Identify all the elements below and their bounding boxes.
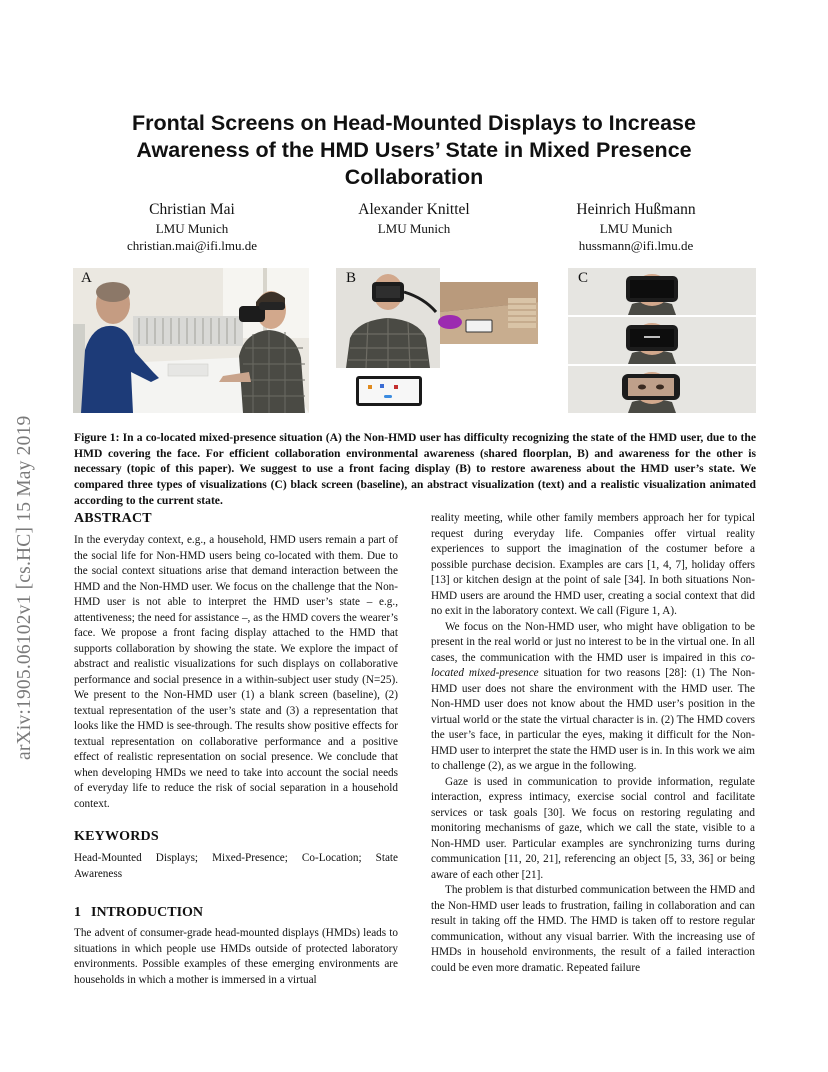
author-affiliation: LMU Munich [599,221,673,236]
figure-label-b: B [346,270,357,286]
left-column [74,510,398,988]
paragraph-text: We focus on the Non-HMD user, who might have obligation to be present in the real world or just no interest to be in the virtual one. In all cases, the communication with the HMD user is impaired in this [431,620,755,664]
figure-panel-a [73,268,309,413]
figure-panel-c [568,268,756,413]
arxiv-stamp: arXiv:1905.06102v1 [cs.HC] 15 May 2019 [14,415,35,760]
section-title: INTRODUCTION [91,905,204,920]
author-name: Christian Mai [149,201,235,218]
italic-term: co-located mixed-presence [431,651,755,679]
title-line: Awareness of the HMD Users’ State in Mixed Presence [136,138,692,162]
author-name: Alexander Knittel [358,201,470,218]
keywords-text: Head-Mounted Displays; Mixed-Presence; Co-Location; State Awareness [74,852,398,880]
title-line: Collaboration [344,165,484,189]
figure-label-c: C [578,270,589,286]
figure-panel-b [336,268,552,413]
author-affiliation: LMU Munich [155,221,229,236]
paragraph: reality meeting, while other family members approach her for typical request during everyday life. Companies offer virtual reality experiences to support the imagination of the costumer before a possible purchase decision. Examples are cars [1, 4, 7], holiday offers [13] or kitchen design at the point of sale [34]. In both situations Non-HMD users are around the HMD user, creating a social context that did no exit in the laboratory context. We call (Figure 1, A). [431,512,755,617]
paragraph: The problem is that disturbed communication between the HMD and the Non-HMD user leads to frustration, failing in collaboration and can result in taking off the HMD. The HMD is taken off to restore regular communication, without any visual barrier. With the increasing use of HMDs in household environments, the result of a failed interaction could be even more dramatic. Repeated failure [431,884,755,974]
abstract-heading: ABSTRACT [74,511,152,526]
title-line: Frontal Screens on Head-Mounted Displays to Increase [132,111,696,135]
author-email: hussmann@ifi.lmu.de [578,238,694,253]
figure-label-a: A [81,270,92,286]
photo-visualization-variants [568,268,756,413]
paper-title [100,110,728,191]
author-email: christian.mai@ifi.lmu.de [126,238,258,253]
figure-caption: Figure 1: In a co-located mixed-presence situation (A) the Non-HMD user has difficulty recognizing the state of the HMD user, due to the HMD covering the face. For efficient collaboration environmental awareness (shared floorplan, B) and awareness for the other is necessary (topic of this paper). We suggest to use a front facing display (B) to restore awareness about the HMD user’s state. We compared three types of visualizations (C) black screen (baseline), an abstract visualization (text) and a realistic visualization animated according to the current state. [74,431,756,507]
author-affiliation: LMU Munich [377,221,451,236]
right-column [431,511,755,976]
section-number: 1 [74,905,81,920]
author-block [536,200,736,254]
abstract-text: In the everyday context, e.g., a household, HMD users remain a part of the social life for Non-HMD users being co-located with them. Due to the social context situations arise that demand interaction between the HMD and the Non-HMD user. We focus on the challenge that the Non-HMD user is not able to interpret the HMD user’s state – e.g., attentiveness; the need for assistance –, as the HMD covers the wearer’s face. We propose a front facing display attached to the HMD that supports collaboration by showing the state. We explore the impact of abstract and realistic visualizations for such displays on collaborative performance and social presence in a within-subject user study (N=25). We present to the Non-HMD user (1) a blank screen (baseline), (2) textual representation of the user’s state and (3) a representation that looks like the HMD is see-through. The results show positive effects for textual representation on collaborative performance and a positive effect of realistic representation on social presence. We conclude that when developing HMDs we need to take into account the social needs of everyday life to reduce the risk of social separation in a household context. [74,534,398,810]
paragraph [431,620,755,775]
paragraph: Gaze is used in communication to provide information, regulate interaction, express intimacy, exercise social control and facilitate services or task goals [30]. We focus on restoring regulating and monitoring mechanisms of gaze, which we call the state, visible to a Non-HMD user. Particular examples are synchronizing turns during communication [11, 20, 21], referencing an object [5, 33, 36] or being aware of each other [21]. [431,775,755,881]
section-heading-introduction [74,904,398,922]
introduction-text: The advent of consumer-grade head-mounted displays (HMDs) leads to situations in which people use HMDs outside of protected laboratory environments. Possible examples of these emerging environments are households in which a mother is immersed in a virtual [74,927,398,986]
author-block [92,200,292,254]
paragraph-text: situation for two reasons [28]: (1) The Non-HMD user does not share the environment with the HMD user. The Non-HMD user does not know about the HMD user’s position in the virtual world or the state the virtual character is in. (2) The HMD covers the user’s face, in particular the eyes, making it difficult for the Non-HMD user to interpret the state the HMD user is in. In this work we aim to challenge (2), as we argue in the following. [431,667,755,772]
photo-colocated-scene [73,268,309,413]
author-name: Heinrich Hußmann [576,201,696,218]
photo-front-display-and-floorplan [336,268,552,413]
keywords-heading: KEYWORDS [74,829,159,844]
author-block [314,200,514,237]
